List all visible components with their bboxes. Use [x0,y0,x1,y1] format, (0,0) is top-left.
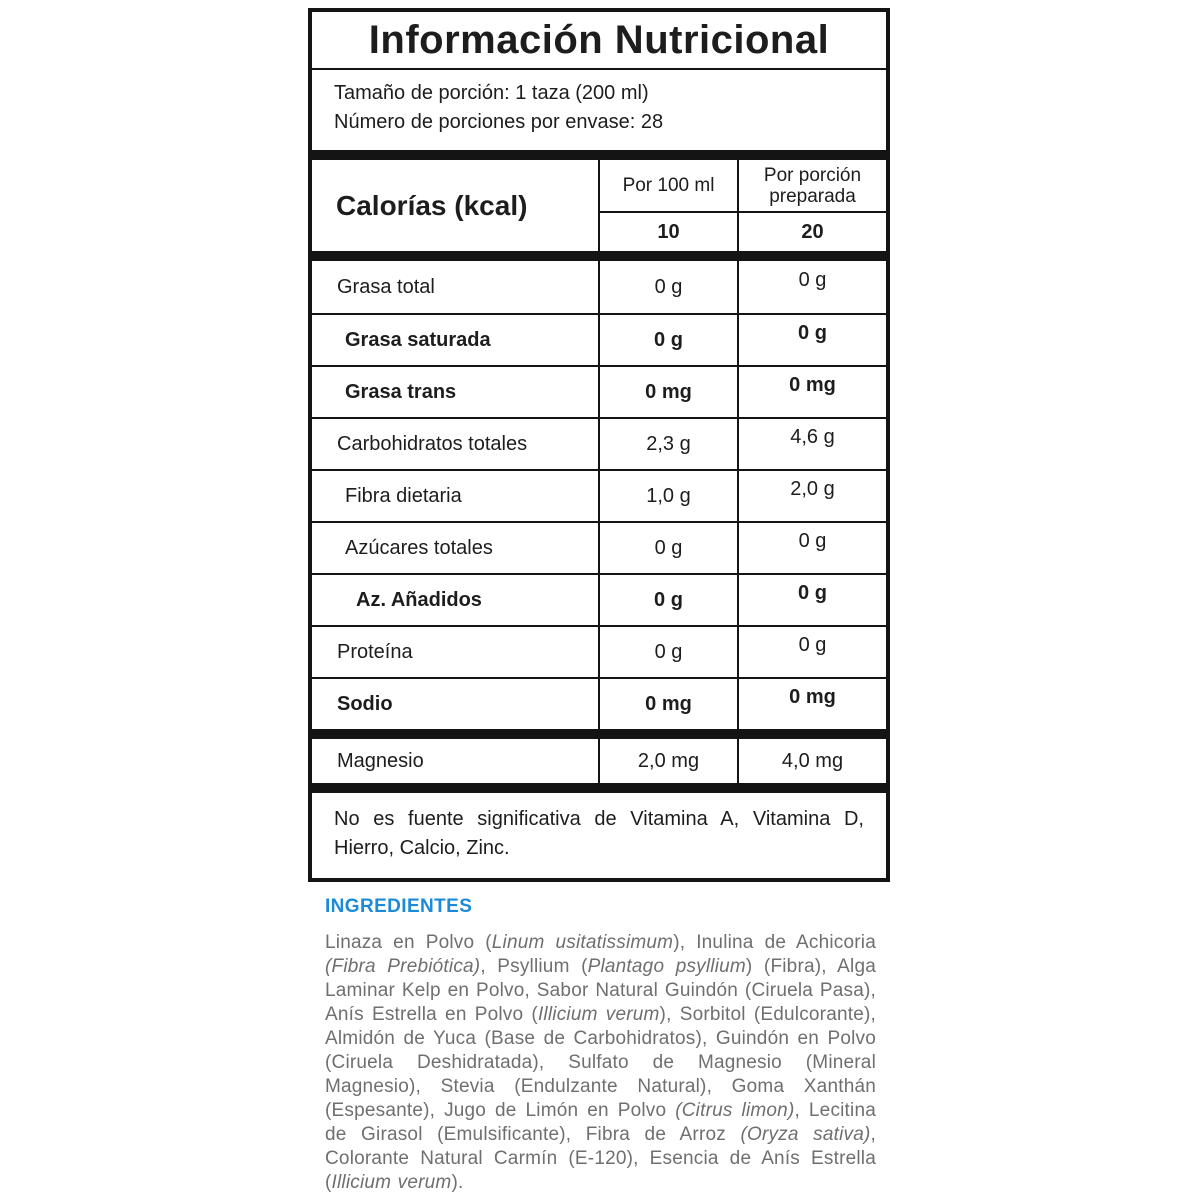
table-row [312,625,886,677]
servings-per-container: Número de porciones por envase: 28 [334,111,664,133]
table-row [312,417,886,469]
value-per-100ml: 2,0 mg [598,739,737,783]
value-per-100ml: 2,3 g [598,419,737,469]
nutrient-label: Proteína [337,640,413,663]
nutrient-label: Magnesio [337,749,424,772]
mineral-rows [312,739,886,783]
column-header-per-100ml: Por 100 ml [598,160,737,213]
nutrition-facts-label [308,8,890,882]
nutrient-label: Az. Añadidos [356,588,482,611]
footnote: No es fuente significativa de Vitamina A, Vitamina D, Hierro, Calcio, Zinc. [334,808,864,859]
value-per-portion: 0 mg [737,367,886,417]
value-per-portion: 0 g [737,627,886,677]
table-row [312,521,886,573]
ingredients-heading: INGREDIENTES [325,896,473,917]
value-per-100ml: 0 g [598,627,737,677]
calories-per-100ml: 10 [598,213,737,251]
value-per-portion: 0 g [737,575,886,625]
value-per-portion: 4,6 g [737,419,886,469]
value-per-portion: 4,0 mg [737,739,886,783]
table-row [312,365,886,417]
nutrient-label: Grasa trans [345,380,457,403]
table-row [312,677,886,729]
value-per-100ml: 0 g [598,575,737,625]
nutrition-title: Información Nutricional [312,12,886,70]
nutrient-label: Carbohidratos totales [337,432,528,455]
value-per-100ml: 1,0 g [598,471,737,521]
nutrient-label: Sodio [337,692,393,715]
table-row [312,739,886,783]
nutrient-label: Grasa total [337,275,435,298]
value-per-portion: 2,0 g [737,471,886,521]
value-per-portion: 0 g [737,523,886,573]
value-per-100ml: 0 g [598,315,737,365]
thick-divider [312,251,886,261]
table-row [312,573,886,625]
value-per-100ml: 0 mg [598,679,737,729]
table-row [312,469,886,521]
nutrient-label: Grasa saturada [345,328,491,351]
table-row [312,313,886,365]
thick-divider [312,150,886,160]
thick-divider [312,729,886,739]
thick-divider [312,783,886,793]
ingredients-text: Linaza en Polvo (Linum usitatissimum), Inulina de Achicoria (Fibra Prebiótica), Psyllium (Plantago psyllium) (Fibra), Alga Laminar Kelp en Polvo, Sabor Natural Guindón (Ciruela Pasa), Anís Estrella en Polvo (Illicium verum), Sorbitol (Edulcorante), Almidón de Yuca (Base de Carbohidratos), Guindón en Polvo (Ciruela Deshidratada), Sulfato de Magnesio (Mineral Magnesio), Stevia (Endulzante Natural), Goma Xanthán (Espesante), Jugo de Limón en Polvo (Citrus limon), Lecitina de Girasol (Emulsificante), Fibra de Arroz (Oryza sativa), Colorante Natural Carmín (E-120), Esencia de Anís Estrella (Illicium verum). [325,932,877,1193]
value-per-100ml: 0 mg [598,367,737,417]
nutrient-label: Fibra dietaria [345,484,462,507]
table-row [312,261,886,313]
nutrient-rows [312,261,886,729]
nutrition-table [308,8,890,882]
column-header-per-portion: Por porción preparada [737,160,886,213]
value-per-100ml: 0 g [598,261,737,313]
serving-size: Tamaño de porción: 1 taza (200 ml) [334,82,649,104]
value-per-portion: 0 g [737,261,886,313]
value-per-100ml: 0 g [598,523,737,573]
nutrient-label: Azúcares totales [345,536,493,559]
value-per-portion: 0 g [737,315,886,365]
calories-section [312,160,886,251]
serving-info [312,70,886,150]
calories-label: Calorías (kcal) [336,189,528,221]
ingredients-section [325,896,876,1195]
value-per-portion: 0 mg [737,679,886,729]
calories-per-portion: 20 [737,213,886,251]
